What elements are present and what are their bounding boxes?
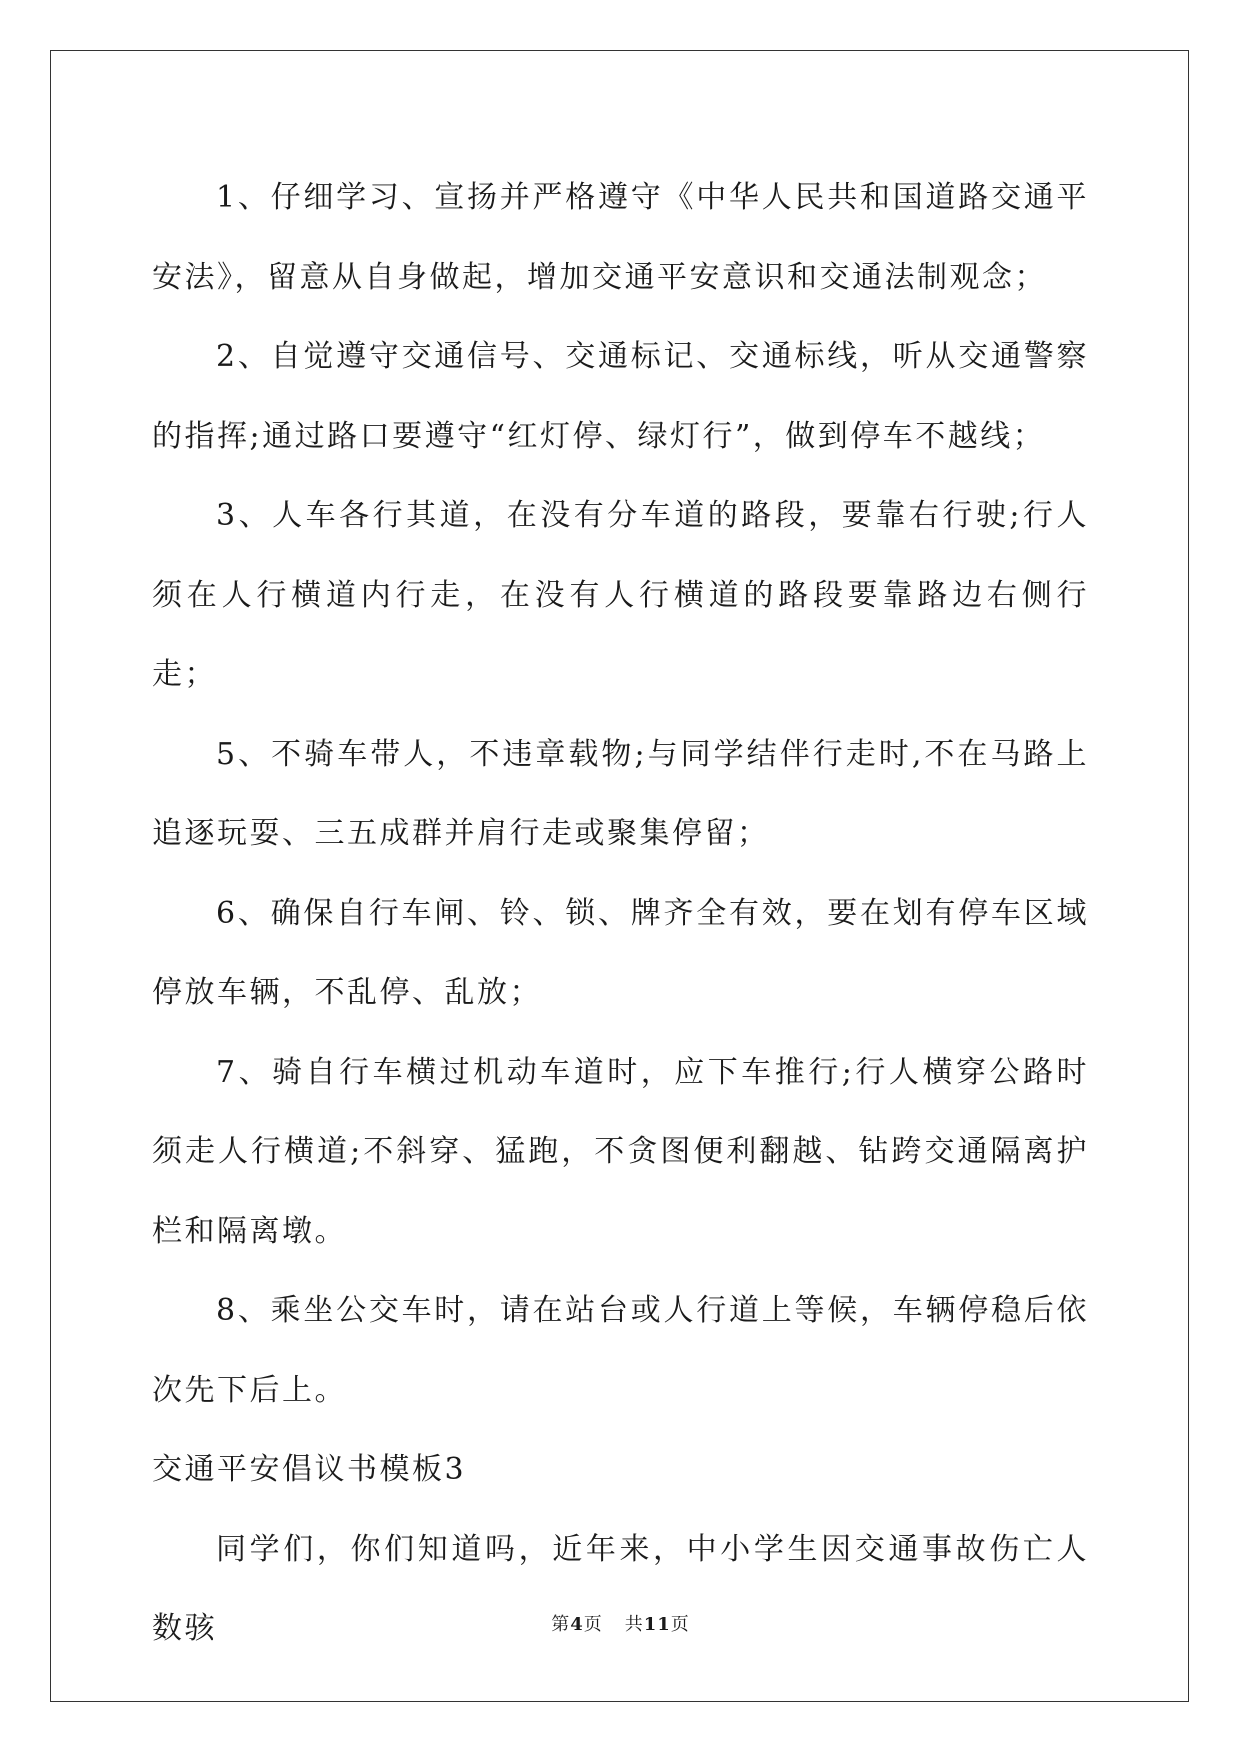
paragraph-intro: 同学们，你们知道吗，近年来，中小学生因交通事故伤亡人数骇 <box>152 1531 1089 1646</box>
paragraph-item-8: 8、乘坐公交车时，请在站台或人行道上等候，车辆停稳后依次先下后上。 <box>152 1293 1089 1408</box>
total-prefix: 共 <box>624 1614 644 1635</box>
total-suffix: 页 <box>670 1614 690 1635</box>
paragraph-item-6: 6、确保自行车闸、铃、锁、牌齐全有效，要在划有停车区域停放车辆，不乱停、乱放； <box>152 895 1089 1010</box>
page-prefix: 第 <box>551 1614 571 1635</box>
paragraph-item-7: 7、骑自行车横过机动车道时，应下车推行;行人横穿公路时须走人行横道;不斜穿、猛跑，不贪图便利翻越、钻跨交通隔离护栏和隔离墩。 <box>152 1054 1089 1249</box>
page-footer <box>0 1610 1241 1636</box>
page-suffix: 页 <box>583 1614 603 1635</box>
section-heading: 交通平安倡议书模板3 <box>152 1452 467 1487</box>
total-pages: 11 <box>643 1614 671 1635</box>
paragraph-item-1: 1、仔细学习、宣扬并严格遵守《中华人民共和国道路交通平安法》，留意从自身做起，增加交通平安意识和交通法制观念； <box>152 180 1089 295</box>
paragraph-item-2: 2、自觉遵守交通信号、交通标记、交通标线，听从交通警察的指挥;通过路口要遵守“红灯停、绿灯行”，做到停车不越线； <box>152 339 1089 454</box>
paragraph-item-5: 5、不骑车带人，不违章载物;与同学结伴行走时,不在马路上追逐玩耍、三五成群并肩行走或聚集停留； <box>152 736 1089 851</box>
document-body <box>152 158 1089 1669</box>
paragraph-item-3: 3、人车各行其道，在没有分车道的路段，要靠右行驶;行人须在人行横道内行走，在没有人行横道的路段要靠路边右侧行走； <box>152 498 1089 692</box>
page-number: 4 <box>570 1614 584 1635</box>
